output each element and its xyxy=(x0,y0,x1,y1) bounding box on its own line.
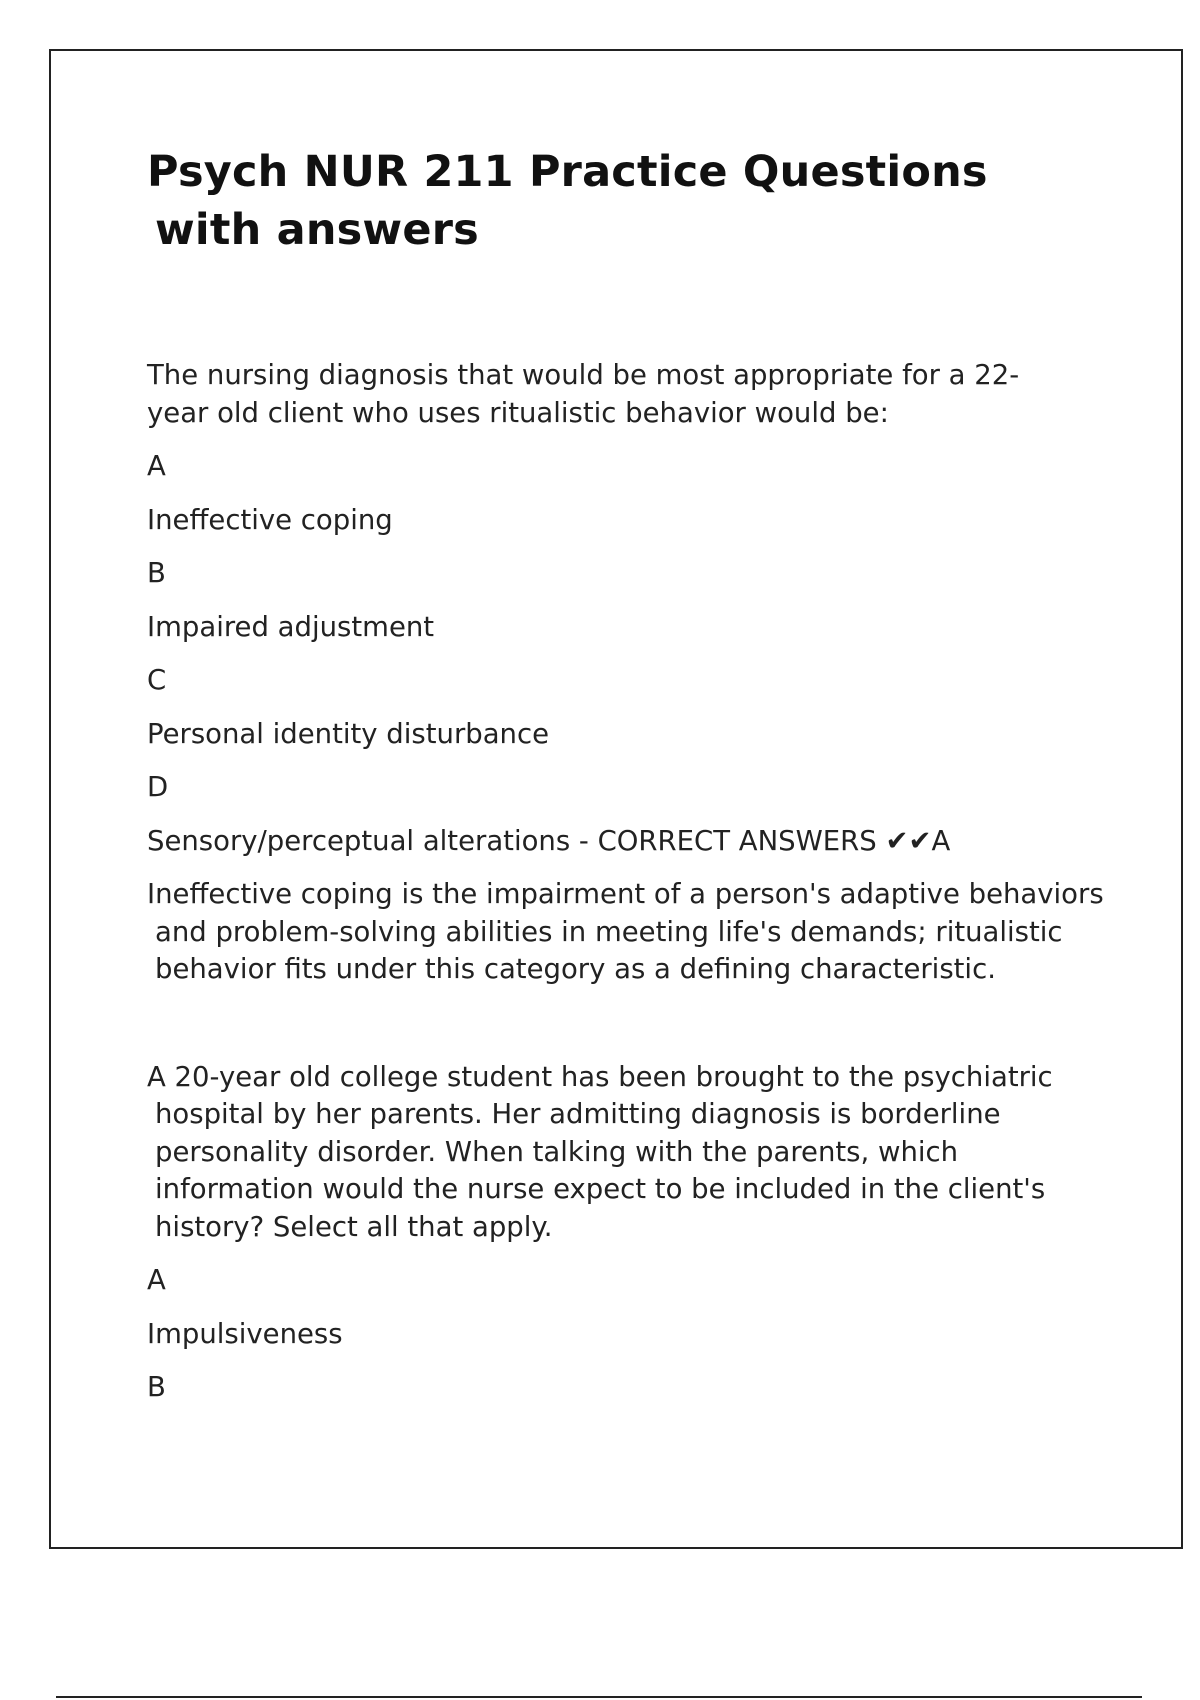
question-2-option-a-letter: A xyxy=(147,1264,166,1296)
question-1-option-b-letter: B xyxy=(147,557,166,589)
question-1-option-a-letter: A xyxy=(147,450,166,482)
question-2-option-a-text: Impulsiveness xyxy=(147,1317,343,1350)
page-frame xyxy=(49,49,1183,1549)
title-line-2: with answers xyxy=(155,205,479,255)
question-1-option-a-text: Ineffective coping xyxy=(147,503,393,536)
footer-rule xyxy=(56,1696,1142,1698)
question-1-option-d-with-answer: Sensory/perceptual alterations - CORRECT ANSWERS ✔✔A xyxy=(147,824,951,857)
question-2-option-b-letter: B xyxy=(147,1371,166,1403)
question-1-stem-line-2: year old client who uses ritualistic behavior would be: xyxy=(147,396,889,429)
question-1-option-c-letter: C xyxy=(147,664,167,696)
question-1-option-c-text: Personal identity disturbance xyxy=(147,717,550,750)
question-1 xyxy=(147,357,1107,989)
question-1-stem xyxy=(147,357,1107,432)
title-line-1: Psych NUR 211 Practice Questions xyxy=(147,147,988,197)
question-2-stem: A 20-year old college student has been brought to the psychiatric hospital by her parents. Her admitting diagnosis is borderline personality disorder. When talking with the parents, which information would the nurse expect to be included in the client's history? Select all that apply. xyxy=(147,1060,1053,1243)
document-title xyxy=(147,143,1107,259)
question-1-rationale: Ineffective coping is the impairment of a person's adaptive behaviors and problem-solving abilities in meeting life's demands; ritualistic behavior fits under this category as a defining characteristic. xyxy=(147,878,1104,985)
question-2 xyxy=(147,1059,1107,1407)
question-1-stem-line-1: The nursing diagnosis that would be most appropriate for a 22- xyxy=(147,359,1020,391)
question-1-option-d-letter: D xyxy=(147,771,169,803)
document-content xyxy=(147,143,1107,1423)
question-1-option-b-text: Impaired adjustment xyxy=(147,610,435,643)
